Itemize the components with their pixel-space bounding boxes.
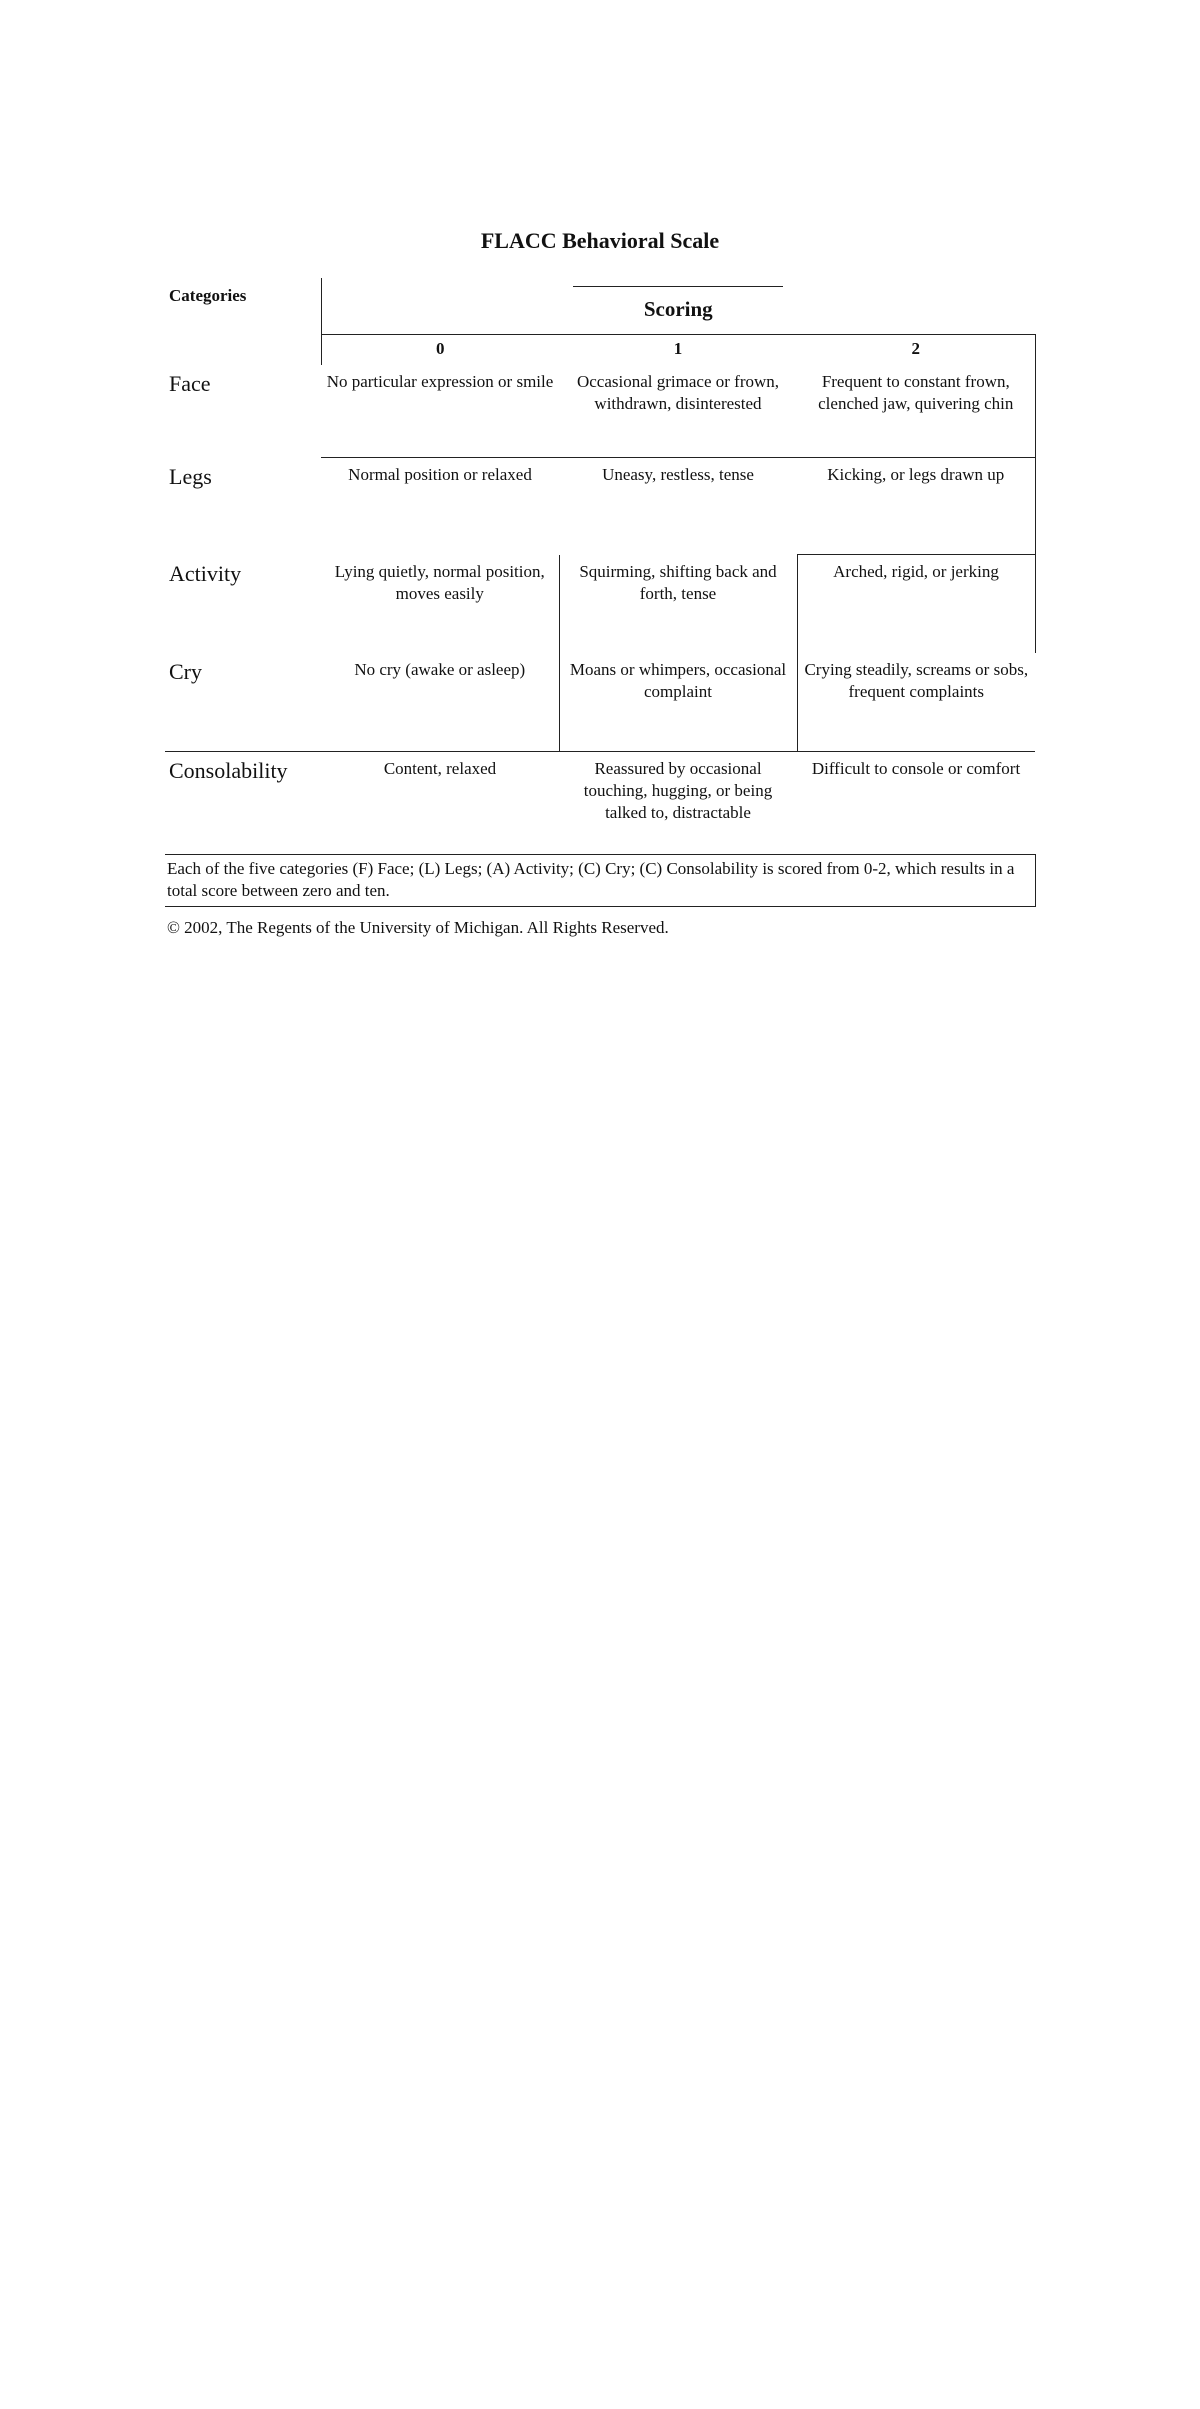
score-column-2: 2 [797, 335, 1035, 366]
consolability-score-2: Difficult to console or comfort [797, 752, 1035, 855]
face-score-1: Occasional grimace or frown, withdrawn, disinterested [576, 372, 780, 413]
copyright-notice: © 2002, The Regents of the University of Michigan. All Rights Reserved. [167, 918, 669, 937]
category-consolability: Consolability [165, 752, 321, 855]
score-column-1: 1 [559, 335, 797, 366]
category-activity: Activity [169, 560, 242, 586]
legs-score-2: Kicking, or legs drawn up [797, 458, 1035, 555]
categories-header: Categories [165, 278, 321, 365]
note-row [165, 855, 1035, 907]
activity-score-1: Squirming, shifting back and forth, tense [559, 555, 797, 654]
scoring-header [321, 278, 1035, 335]
scoring-rule [573, 286, 783, 287]
cry-score-0: No cry (awake or asleep) [354, 660, 526, 679]
page-title: FLACC Behavioral Scale [480, 228, 720, 253]
table-row [165, 555, 1035, 654]
cry-score-1: Moans or whimpers, occasional complaint [559, 653, 797, 752]
scoring-note: Each of the five categories (F) Face; (L) Legs; (A) Activity; (C) Cry; (C) Consolability is scored from 0-2, which results in a total score between zero and ten. [165, 855, 1035, 907]
table-header-row [165, 278, 1035, 335]
legs-score-0: Normal position or relaxed [321, 458, 559, 555]
flacc-table [165, 278, 1036, 907]
face-score-2: Frequent to constant frown, clenched jaw, quivering chin [797, 365, 1035, 458]
score-column-0: 0 [321, 335, 559, 366]
consolability-score-1: Reassured by occasional touching, hugging, or being talked to, distractable [559, 752, 797, 855]
consolability-score-0: Content, relaxed [321, 752, 559, 855]
activity-score-0: Lying quietly, normal position, moves easily [334, 561, 545, 603]
table-row [165, 365, 1035, 458]
cry-score-2: Crying steadily, screams or sobs, frequent complaints [804, 660, 1029, 701]
table-row [165, 458, 1035, 555]
face-score-0: No particular expression or smile [326, 372, 554, 391]
table-row [165, 653, 1035, 752]
category-cry: Cry [169, 659, 202, 684]
legs-score-1: Uneasy, restless, tense [559, 458, 797, 555]
flacc-table-container [165, 278, 1035, 907]
category-face: Face [169, 371, 211, 396]
scoring-header-label: Scoring [643, 297, 713, 321]
table-row [165, 752, 1035, 855]
activity-score-2: Arched, rigid, or jerking [797, 555, 1035, 654]
category-legs: Legs [169, 463, 212, 489]
